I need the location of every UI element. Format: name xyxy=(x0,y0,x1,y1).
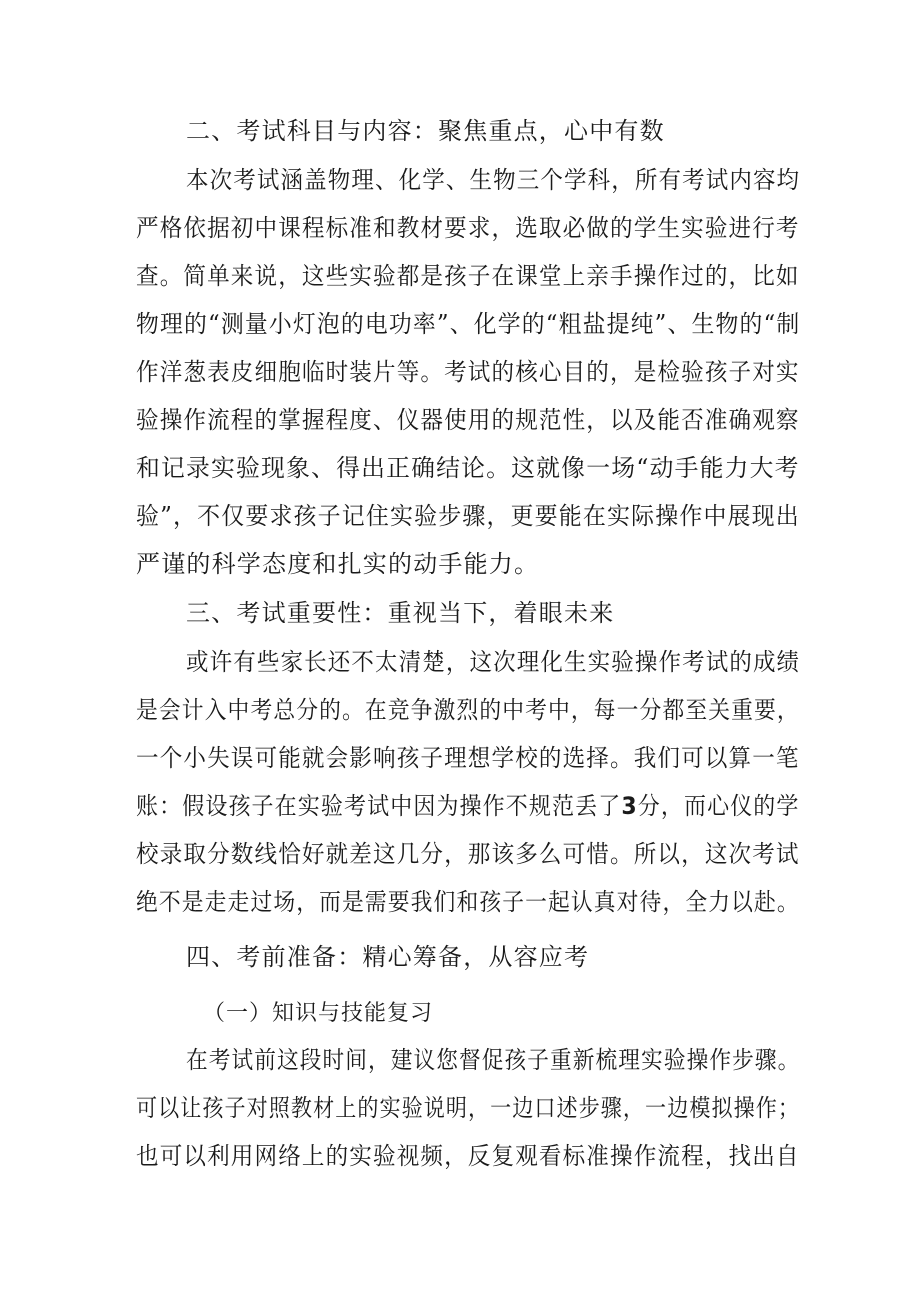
section-4-sub-1-para-line-1: 在考试前这段时间，建议您督促孩子重新梳理实验操作步骤。 xyxy=(186,1046,801,1074)
section-4-heading: 四、考前准备：精心筹备，从容应考 xyxy=(186,943,590,971)
section-2-para-line-1: 本次考试涵盖物理、化学、生物三个学科，所有考试内容均 xyxy=(186,166,801,194)
section-2-para-line-2: 严格依据初中课程标准和教材要求，选取必做的学生实验进行考 xyxy=(136,214,800,242)
section-2-para-line-7: 和记录实验现象、得出正确结论。这就像一场“动手能力大考 xyxy=(136,454,800,482)
section-2-para-line-3: 查。简单来说，这些实验都是孩子在课堂上亲手操作过的，比如 xyxy=(136,262,800,290)
section-2-para-line-4: 物理的“测量小灯泡的电功率”、化学的“粗盐提纯”、生物的“制 xyxy=(136,310,801,338)
section-2-heading: 二、考试科目与内容：聚焦重点，心中有数 xyxy=(186,117,665,145)
section-2-para-line-9: 严谨的科学态度和扎实的动手能力。 xyxy=(136,550,540,578)
section-4-sub-1-heading: （一）知识与技能复习 xyxy=(203,1001,434,1026)
section-4-sub-1-para-line-3: 也可以利用网络上的实验视频，反复观看标准操作流程，找出自 xyxy=(136,1142,800,1170)
section-2-para-line-5: 作洋葱表皮细胞临时装片等。考试的核心目的，是检验孩子对实 xyxy=(136,358,800,386)
section-3-para-line-6: 绝不是走走过场，而是需要我们和孩子一起认真对待，全力以赴。 xyxy=(136,888,800,916)
section-3-para-line-4 xyxy=(136,789,800,823)
section-3-para-line-4-b: 分，而心仪的学 xyxy=(637,792,800,820)
section-3-para-line-4-a: 账：假设孩子在实验考试中因为操作不规范丢了 xyxy=(136,792,622,820)
score-number: 3 xyxy=(621,792,638,820)
section-3-heading: 三、考试重要性：重视当下，着眼未来 xyxy=(186,599,615,627)
section-3-para-line-3: 一个小失误可能就会影响孩子理想学校的选择。我们可以算一笔 xyxy=(136,744,800,772)
section-2-para-line-6: 验操作流程的掌握程度、仪器使用的规范性，以及能否准确观察 xyxy=(136,406,800,434)
section-2-para-line-8: 验”，不仅要求孩子记住实验步骤，更要能在实际操作中展现出 xyxy=(136,502,800,530)
section-3-para-line-5: 校录取分数线恰好就差这几分，那该多么可惜。所以，这次考试 xyxy=(136,840,800,868)
section-3-para-line-1: 或许有些家长还不太清楚，这次理化生实验操作考试的成绩 xyxy=(186,648,801,676)
section-3-para-line-2: 是会计入中考总分的。在竞争激烈的中考中，每一分都至关重要， xyxy=(136,696,800,724)
section-4-sub-1-para-line-2: 可以让孩子对照教材上的实验说明，一边口述步骤，一边模拟操作； xyxy=(136,1094,800,1122)
